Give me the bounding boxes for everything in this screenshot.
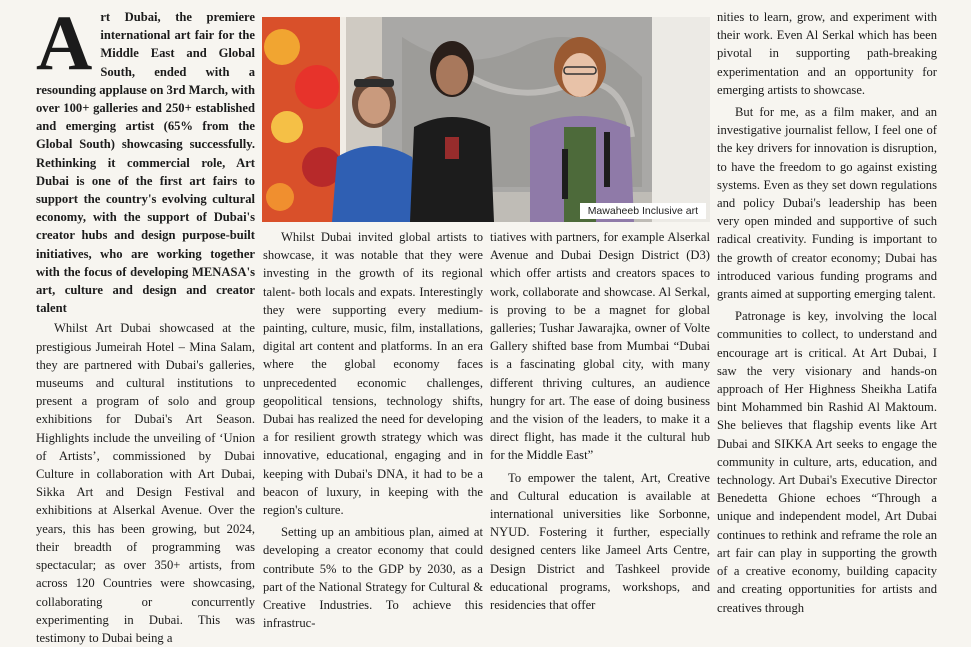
paragraph: Setting up an ambitious plan, aimed at developing a creator economy that could contribute 5% to the GDP by 2030, as a part of the National Strategy for Cultural & Creative Industries. To achieve this infrastruc- (263, 525, 483, 631)
article-column-1 (36, 0, 255, 647)
article-column-2 (263, 228, 483, 632)
article-photo (262, 17, 710, 222)
paragraph: tiatives with partners, for example Alserkal Avenue and Dubai Design District (D3) which offer artists and creators spaces to work, collaborate and showcase. Al Serkal, is proving to be a magnet for global galleries; Tushar Jawarajka, owner of Volte Gallery shifted base from Mumbai “Dubai is a fascinating global city, with many different thriving cultures, an audience hungry for art. The ease of doing business and the vision of the leaders, to make it a direct flight, has made it the cultural hub for the Middle East” (490, 230, 710, 463)
photo-caption: Mawaheeb Inclusive art (580, 203, 706, 219)
paragraph: But for me, as a film maker, and an investigative journalist fellow, I feel one of the key drivers for innovation is disruption, to have the freedom to go against existing systems. Even as they set down regulations and policy Dubai's leadership has been very open minded and supportive of such radical creativity. Funding is important to the growth of creator economy; Dubai has introduced various funding programs and grants aimed at supporting emerging talent. (717, 105, 937, 302)
paragraph: Whilst Dubai invited global artists to showcase, it was notable that they were investing in the growth of its regional talent- both locals and expats. Interestingly they were supporting every medium- painting, culture, music, film, installations, digital art content and platforms. In an era where the global economy faces unprecedented economic challenges, geopolitical tensions, technology shifts, Dubai has realized the need for developing a for resilient growth strategy which was innovative, educational, engaging and in keeping with Dubai's DNA, it had to be a beacon of luxury, in keeping with the region's culture. (263, 230, 483, 518)
photo-illustration (262, 17, 710, 222)
article-column-4 (717, 8, 937, 617)
paragraph: Patronage is key, involving the local communities to collect, to understand and encourage art is critical. At Art Dubai, I saw the very visionary and hands-on approach of Her Highness Sheikha Latifa bint Mohammed bin Rashid Al Maktoum. She believes that flagship events like Art Dubai and SIKKA Art seeks to engage the community in culture, arts, education, and technology. Art Dubai's Executive Director Benedetta Ghione echoes “Through a unique and independent model, Art Dubai continues to rethink and reframe the role an art fair can play in supporting the growth of a creative economy, building capacity and creating opportunities for artists and creatives through (717, 309, 937, 615)
lead-text: rt Dubai, the premiere international art fair for the Middle East and Global South, ended with a resounding applause on 3rd March, with over 100+ galleries and 250+ established and emerging artist (65% from the Global South) showcasing successfully. Rethinking it commercial role, Art Dubai is one of the first art fairs to support the country's evolving cultural economy, with the support of Dubai's creator hubs and design purpose-built initiatives, who are working together with the focus of developing MENASA's art, culture and design and creator talent (36, 10, 255, 316)
paragraph: nities to learn, grow, and experiment with their work. Even Al Serkal which has been pivotal in supporting path-breaking experimentation and an opportunity for emerging artists to showcase. (717, 10, 937, 97)
paragraph: Whilst Art Dubai showcased at the prestigious Jumeirah Hotel – Mina Salam, they are partnered with Dubai's galleries, museums and cultural institutions to present a program of solo and group exhibitions for Dubai's Art Season. Highlights include the unveiling of ‘Union of Artists’, commissioned by Dubai Culture in collaboration with Art Dubai, Sikka Art and Design Festival and exhibitions at Alserkal Avenue. Over the years, this has been growing, but 2024, their breadth of programming was spectacular; as over 350+ artists, from across 120 Countries were showcasing, collaborating or concurrently experimenting in Dubai. This was testimony to Dubai being a (36, 321, 255, 645)
article-lead (36, 0, 255, 317)
drop-cap: A (36, 0, 93, 86)
paragraph: To empower the talent, Art, Creative and Cultural education is available at international universities like Sorbonne, NYUD. Fostering it further, especially designed centers like Jameel Arts Centre, Design District and Tashkeel provide educational programs, workshops, and residencies that offer (490, 470, 710, 613)
article-column-3 (490, 228, 710, 614)
